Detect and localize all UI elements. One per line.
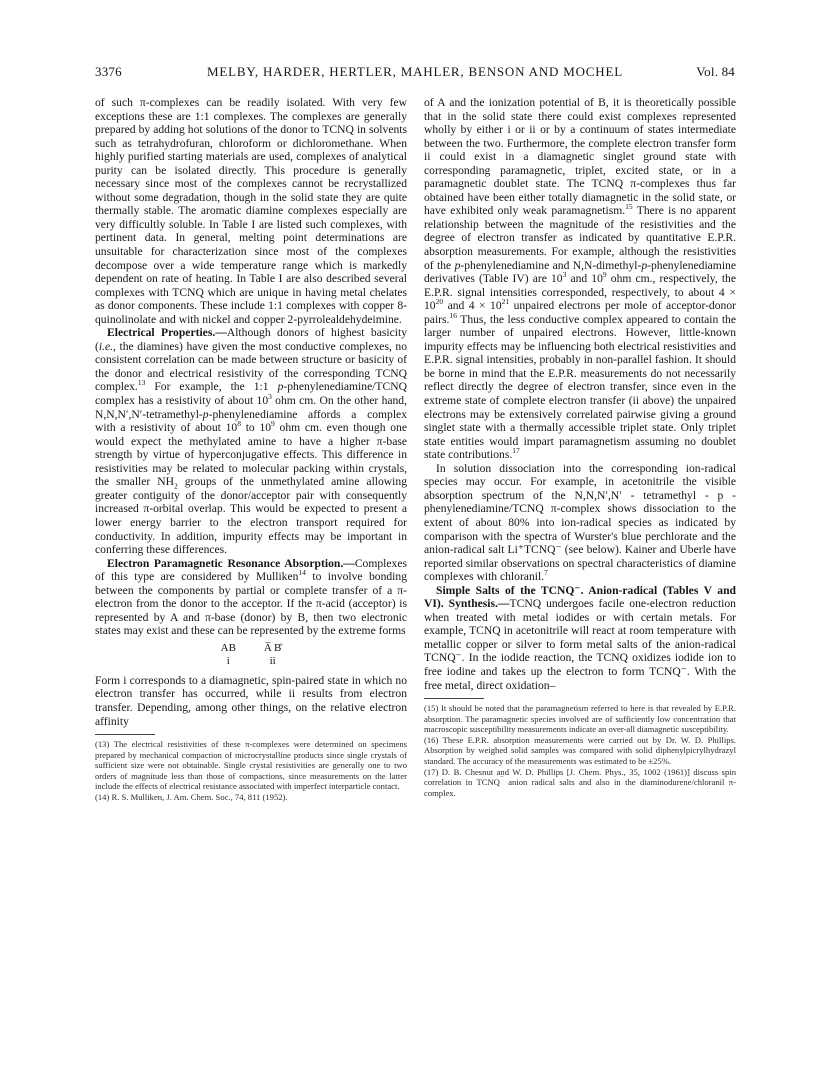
footnote-15: (15) It should be noted that the paramagnetism referred to here is that revealed by E.P.R. absorption. The paramagnetic species involved are of sufficiently low concentration that macroscopic susceptibility measurements indicate an over-all diamagnetic susceptibility. bbox=[424, 703, 736, 735]
section-heading: Simple Salts of the TCNQ⁻. Anion-radical (Tables V and VI). Synthesis.— bbox=[424, 583, 736, 611]
electrical-properties-paragraph: Electrical Properties.—Although donors of highest basicity (i.e., the diamines) have given the most conductive complexes, no consistent correlation can be made between structure or basicity of the donor and electrical resistivity of the corresponding TCNQ complex.$^{13}$ For example, the 1:1 p-phenylenediamine/TCNQ complex has a resistivity of about $10^3$ ohm cm. On the other hand, N,N,N′,N′-tetramethyl-p-phenylenediamine affords a complex with a resistivity of about $10^8$ to $10^9$ ohm cm. even though one would expect the methylated amine to have a higher π-base strength by virtue of hyperconjugative effects. This difference in resistivities may be related to molecular packing within crystals, the smaller $NH_2$ groups of the unmethylated amine allowing greater contiguity of the donor/acceptor pair with consequently increased π-orbital overlap. This would be expected to present a lower energy barrier to the electron transport required for conductivity. In addition, impurity effects may be important in conferring these differences. bbox=[95, 326, 407, 557]
ref-7: 7 bbox=[544, 568, 548, 578]
footnote-13: (13) The electrical resistivities of these π-complexes were determined on specimens prepared by mechanical compaction of microcrystalline products since single crystals of sufficient size were not obtainable. Single crystal resistivities are generally one to two orders of magnitude less than those of compactions, since measurements on the latter include the effects of electrical resistance associated with imperfect interparticle contact. bbox=[95, 739, 407, 792]
section-heading: Electron Paramagnetic Resonance Absorption.— bbox=[107, 556, 355, 570]
form-i-label: i bbox=[226, 654, 230, 667]
ref-13: 13 bbox=[137, 378, 146, 388]
ref-17: 17 bbox=[512, 446, 520, 456]
page-number: 3376 bbox=[95, 64, 122, 79]
simple-salts-paragraph: Simple Salts of the TCNQ⁻. Anion-radical (Tables V and VI). Synthesis.—TCNQ undergoes facile one-electron reduction when treated with metal iodides or with certain metals. For example, TCNQ in acetonitrile will react at room temperature with metallic copper or silver to form metal salts of the anion-radical TCNQ⁻. In the iodide reaction, the TCNQ oxidizes iodide ion to free iodine and takes up the electron to form TCNQ⁻. With the free metal, direct oxidation– bbox=[424, 583, 736, 692]
right-column bbox=[424, 96, 736, 1016]
running-head bbox=[95, 64, 735, 84]
epr-paragraph: Electron Paramagnetic Resonance Absorption.—Complexes of this type are considered by Mulliken$^{14}$ to involve bonding between the components by partial or complete transfer of a π-electron from the donor to the acceptor. If the π-acid (acceptor) is represented by A and π-base (donor) by B, then two electronic states may exist and these can be represented by the extreme forms bbox=[95, 556, 407, 638]
footnote-rule bbox=[95, 734, 155, 735]
left-column bbox=[95, 96, 407, 1016]
author-line: MELBY, HARDER, HERTLER, MAHLER, BENSON AND MOCHEL bbox=[207, 64, 623, 79]
footnote-16: (16) These E.P.R. absorption measurements were carried out by Dr. W. D. Phillips. Absorption by weighed solid samples was compared with solid diphenylpicrylhydrazyl standard. The accuracy of the measurements was estimated to be ±25%. bbox=[424, 734, 736, 767]
ref-14: 14 bbox=[298, 568, 306, 578]
footnote-14: (14) R. S. Mulliken, J. Am. Chem. Soc., 74, 811 (1952). bbox=[95, 792, 288, 803]
paragraph: of A and the ionization potential of B, it is theoretically possible that in the solid state there could exist complexes represented wholly by either i or ii or by a continuum of states intermediate between the two. Furthermore, the complete electron transfer form ii could exist in a diamagnetic singlet ground state with corresponding paramagnetic, triplet, excited state, or in a paramagnetic doublet state. The TCNQ π-complexes thus far obtained have been either totally diamagnetic in the solid state, or have exhibited only weak paramagnetism.$^{15}$ There is no apparent relationship between the magnitude of the resistivities and the degree of electron transfer as indicated by quantitative E.P.R. absorption measurements. For example, although the resistivities of the p-phenylenediamine and N,N-dimethyl-p-phenylenediamine derivatives (Table IV) are $10^3$ and $10^9$ ohm cm., respectively, the E.P.R. signal intensities corresponded, respectively, to about $4 \times 10^{20}$ and $4 \times 10^{21}$ unpaired electrons per mole of acceptor-donor pairs.$^{16}$ Thus, the less conductive complex appeared to contain the larger number of unpaired electrons. However, little-known impurity effects may be influencing both electrical resistivities and E.P.R. signal intensities, probably in non-parallel fashion. It should be borne in mind that the E.P.R. measurements do not necessarily reflect directly the degree of electron transfer, since even in the extreme state of complete electron transfer (ii above) the unpaired electrons may be extensively correlated pairwise giving a ground singlet state with a thermally accessible triplet state. Only triplet state entities would impart paramagnetism assuming no doublet state contributions.$^{17}$ bbox=[424, 96, 736, 462]
footnote-17: (17) D. B. Chesnut and W. D. Phillips [J. Chem. Phys., 35, 1002 (1961)] discuss spin correlation in TCNQ⁻ anion radical salts and also in the diaminodurene/chloranil π-complex. bbox=[424, 766, 736, 798]
footnote-rule bbox=[424, 698, 484, 699]
form-ii: A̅ B̊ bbox=[263, 641, 282, 654]
extreme-forms-formula bbox=[95, 642, 407, 668]
section-heading: Electrical Properties.— bbox=[107, 326, 227, 340]
paragraph: of such π-complexes can be readily isolated. With very few exceptions these are 1:1 complexes. The complexes are generally prepared by adding hot solutions of the donor to TCNQ in solvents such as tetrahydrofuran, chloroform or dichloromethane. When highly purified starting materials are used, complexes of analytical purity can be isolated directly. This procedure is generally necessary since most of the complexes cannot be recrystallized without some degradation, though in the solid state they are quite thermally stable. The aromatic diamine complexes especially are very difficultly soluble. In Table I are listed such complexes, with pertinent data. In general, melting point determinations are unsuitable for characterization since most of the complexes decompose over a wide temperature range which is markedly dependent on rate of heating. In Table I are also described several complexes with TCNQ which are unique in having metal chelates as donor components. These include 1:1 complexes with copper 8-quinolinolate and with nickel and copper 2-pyrrolealdehydeimine. bbox=[95, 96, 407, 326]
paragraph: Form i corresponds to a diamagnetic, spin-paired state in which no electron transfer has occurred, while ii results from electron transfer. Depending, among other things, on the relative electron affinity bbox=[95, 673, 407, 728]
volume-label: Vol. 84 bbox=[696, 64, 735, 79]
form-ii-label: ii bbox=[269, 654, 276, 667]
ref-16: 16 bbox=[449, 310, 457, 320]
ref-15: 15 bbox=[625, 202, 633, 212]
form-i: AB bbox=[220, 641, 236, 654]
paragraph: In solution dissociation into the corresponding ion-radical species may occur. For example, in acetonitrile the visible absorption spectrum of the N,N,N′,N′ - tetramethyl - p - phenylenediamine/TCNQ π-complex shows dissociation to the extent of about 80% into ion-radical species as indicated by comparison with the spectra of Wurster's blue perchlorate and the anion-radical salt Li⁺TCNQ⁻ (see below). Kainer and Uberle have reported similar observations on spectral characteristics of diamine complexes with chloranil.$^7$ bbox=[424, 461, 736, 584]
